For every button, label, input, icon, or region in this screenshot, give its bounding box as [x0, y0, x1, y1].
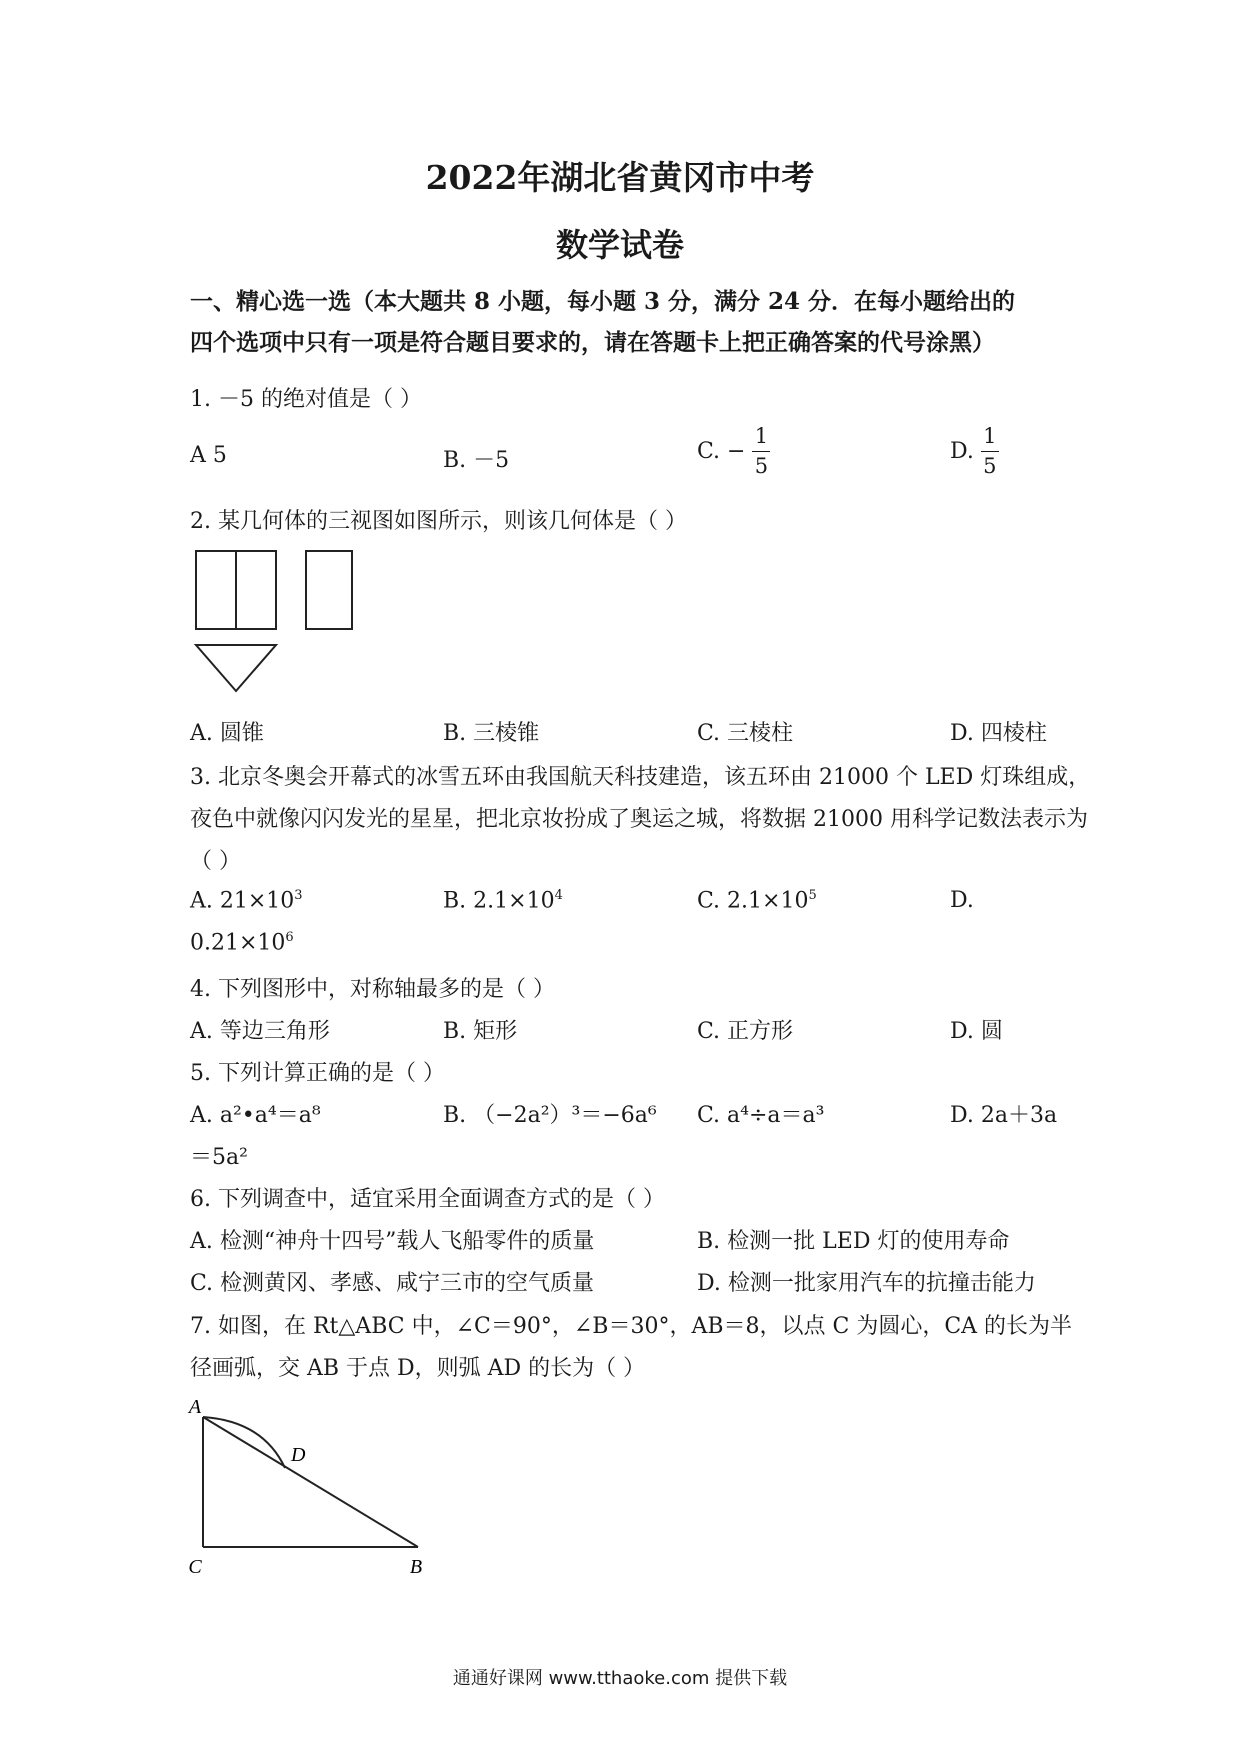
q5-option-a: A. a²•a⁴＝a⁸ — [190, 1103, 321, 1128]
q6-option-b: B. 检测一批 LED 灯的使用寿命 — [697, 1229, 1010, 1254]
q2-three-view-figure — [190, 545, 370, 695]
q7-line1: 7. 如图，在 Rt△ABC 中，∠C＝90°，∠B＝30°，AB＝8，以点 C 为圆心，CA 的长为半 — [190, 1314, 1073, 1339]
label-a: A — [188, 1396, 202, 1418]
q3-d-exp: 6 — [285, 930, 294, 945]
q5-stem: 5. 下列计算正确的是（ ） — [190, 1061, 445, 1086]
q3-c-exp: 5 — [808, 888, 817, 903]
q4-option-b: B. 矩形 — [443, 1019, 518, 1044]
q3-line1: 3. 北京冬奥会开幕式的冰雪五环由我国航天科技建造，该五环由 21000 个 LED 灯珠组成， — [190, 765, 1091, 790]
q2-option-a: A. 圆锥 — [190, 721, 264, 746]
q2-option-b: B. 三棱锥 — [443, 721, 540, 746]
q3-c-base: C. 2.1×10 — [697, 888, 809, 914]
q1-c-numerator: 1 — [754, 424, 769, 448]
q2-stem: 2. 某几何体的三视图如图所示，则该几何体是（ ） — [190, 509, 687, 534]
page-footer: 通通好课网 www.tthaoke.com 提供下载 — [452, 1668, 788, 1689]
q5-option-d-continued: ＝5a² — [190, 1145, 248, 1170]
q4-option-a: A. 等边三角形 — [190, 1019, 330, 1044]
q3-d-base: 0.21×10 — [190, 930, 286, 956]
q1-c-denominator: 5 — [754, 454, 769, 479]
hypotenuse-ab — [203, 1417, 418, 1547]
q1-stem: 1. －5 的绝对值是（ ） — [190, 387, 422, 412]
label-b: B — [409, 1556, 423, 1578]
q1-option-d-fraction — [981, 425, 999, 478]
q1-option-c-label: C. − — [697, 439, 746, 465]
q3-option-b — [443, 888, 563, 913]
q6-stem: 6. 下列调查中，适宜采用全面调查方式的是（ ） — [190, 1187, 665, 1212]
side-view — [306, 551, 352, 629]
q1-d-numerator: 1 — [983, 424, 997, 448]
q3-option-d: D. — [950, 888, 974, 913]
q5-option-c: C. a⁴÷a＝a³ — [697, 1103, 825, 1128]
q1-option-a: A 5 — [190, 443, 227, 468]
q6-option-a: A. 检测“神舟十四号”载人飞船零件的质量 — [190, 1229, 595, 1254]
section1-heading-line1: 一、精心选一选（本大题共 8 小题，每小题 3 分，满分 24 分．在每小题给出的 — [190, 288, 1016, 315]
q3-option-a — [190, 888, 303, 913]
q7-line2: 径画弧，交 AB 于点 D，则弧 AD 的长为（ ） — [190, 1356, 646, 1381]
top-view-triangle — [196, 645, 276, 691]
q4-option-d: D. 圆 — [950, 1019, 1003, 1044]
q1-option-c — [697, 425, 770, 478]
q3-a-exp: 3 — [294, 888, 303, 903]
q2-option-c: C. 三棱柱 — [697, 721, 794, 746]
section1-heading-line2: 四个选项中只有一项是符合题目要求的，请在答题卡上把正确答案的代号涂黑） — [190, 329, 995, 356]
q2-option-d: D. 四棱柱 — [950, 721, 1047, 746]
q3-line2: 夜色中就像闪闪发光的星星，把北京妆扮成了奥运之城，将数据 21000 用科学记数法表示为 — [190, 807, 1088, 832]
q6-option-c: C. 检测黄冈、孝感、咸宁三市的空气质量 — [190, 1271, 595, 1296]
q5-option-d: D. 2a＋3a — [950, 1103, 1058, 1128]
q1-option-d — [950, 425, 999, 478]
q3-line3: （ ） — [190, 849, 241, 874]
q7-triangle-figure — [185, 1395, 435, 1585]
exam-subtitle: 数学试卷 — [555, 226, 684, 264]
label-c: C — [188, 1556, 202, 1578]
q1-option-b: B. －5 — [443, 448, 510, 473]
q3-b-exp: 4 — [554, 888, 563, 903]
q3-a-base: A. 21×10 — [190, 888, 295, 914]
q1-d-denominator: 5 — [983, 454, 997, 479]
q4-stem: 4. 下列图形中，对称轴最多的是（ ） — [190, 977, 555, 1002]
q3-option-d-continued — [190, 930, 294, 955]
q1-option-d-label: D. — [950, 439, 974, 465]
exam-title: 2022年湖北省黄冈市中考 — [425, 158, 815, 197]
q4-option-c: C. 正方形 — [697, 1019, 794, 1044]
q6-option-d: D. 检测一批家用汽车的抗撞击能力 — [697, 1271, 1036, 1296]
q3-option-c — [697, 888, 817, 913]
q3-b-base: B. 2.1×10 — [443, 888, 555, 914]
q5-option-b: B. （−2a²）³＝−6a⁶ — [443, 1103, 657, 1128]
q1-option-c-fraction — [752, 425, 770, 478]
label-d: D — [291, 1444, 306, 1466]
